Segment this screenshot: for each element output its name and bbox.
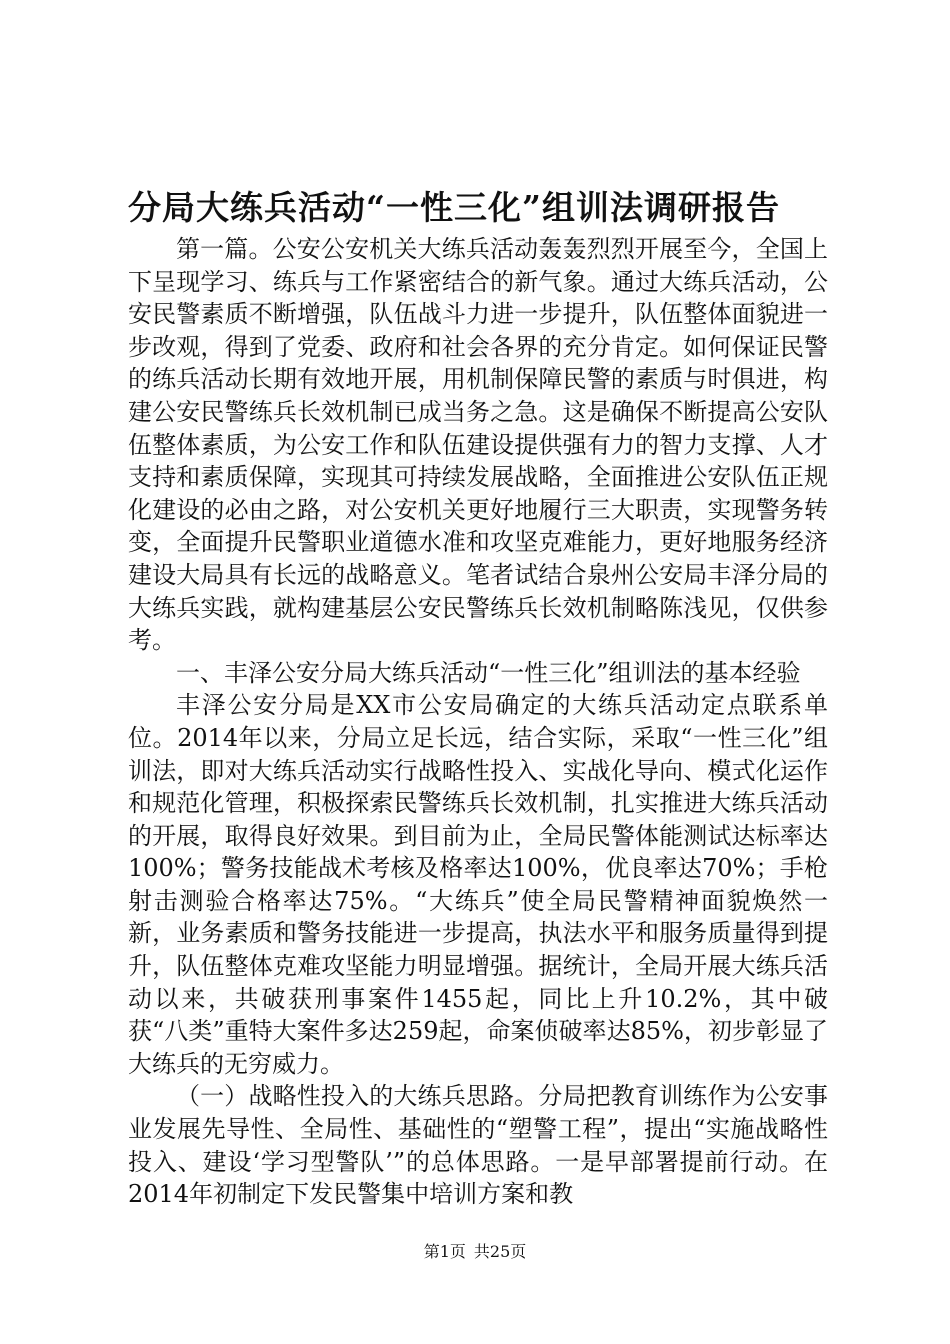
paragraph: （一）战略性投入的大练兵思路。分局把教育训练作为公安事业发展先导性、全局性、基础性的“塑警工程”，提出“实施战略性投入、建设‘学习型警队’”的总体思路。一是早部署提前行动。在2014年初制定下发民警集中培训方案和教 bbox=[128, 1082, 828, 1209]
page-number: 第1页 bbox=[423, 1242, 466, 1261]
page-footer bbox=[0, 1242, 950, 1262]
document-title: 分局大练兵活动“一性三化”组训法调研报告 bbox=[128, 188, 780, 227]
section-heading: 一、丰泽公安分局大练兵活动“一性三化”组训法的基本经验 bbox=[176, 658, 801, 687]
paragraph: 第一篇。公安公安机关大练兵活动轰轰烈烈开展至今，全国上下呈现学习、练兵与工作紧密结合的新气象。通过大练兵活动，公安民警素质不断增强，队伍战斗力进一步提升，队伍整体面貌进一步改观，得到了党委、政府和社会各界的充分肯定。如何保证民警的练兵活动长期有效地开展，用机制保障民警的素质与时俱进，构建公安民警练兵长效机制已成当务之急。这是确保不断提高公安队伍整体素质，为公安工作和队伍建设提供强有力的智力支撑、人才支持和素质保障，实现其可持续发展战略，全面推进公安队伍正规化建设的必由之路，对公安机关更好地履行三大职责，实现警务转变，全面提升民警职业道德水准和攻坚克难能力，更好地服务经济建设大局具有长远的战略意义。笔者试结合泉州公安局丰泽分局的大练兵实践，就构建基层公安民警练兵长效机制略陈浅见，仅供参考。 bbox=[128, 235, 828, 655]
page-total: 共25页 bbox=[473, 1242, 527, 1261]
document-body bbox=[128, 233, 828, 1211]
paragraph: 丰泽公安分局是XX市公安局确定的大练兵活动定点联系单位。2014年以来，分局立足长远，结合实际，采取“一性三化”组训法，即对大练兵活动实行战略性投入、实战化导向、模式化运作和规范化管理，积极探索民警练兵长效机制，扎实推进大练兵活动的开展，取得良好效果。到目前为止，全局民警体能测试达标率达100%；警务技能战术考核及格率达100%，优良率达70%；手枪射击测验合格率达75%。“大练兵”使全局民警精神面貌焕然一新，业务素质和警务技能进一步提高，执法水平和服务质量得到提升，队伍整体克难攻坚能力明显增强。据统计，全局开展大练兵活动以来，共破获刑事案件1455起，同比上升10.2%，其中破获“八类”重特大案件多达259起，命案侦破率达85%，初步彰显了大练兵的无穷威力。 bbox=[128, 691, 828, 1078]
